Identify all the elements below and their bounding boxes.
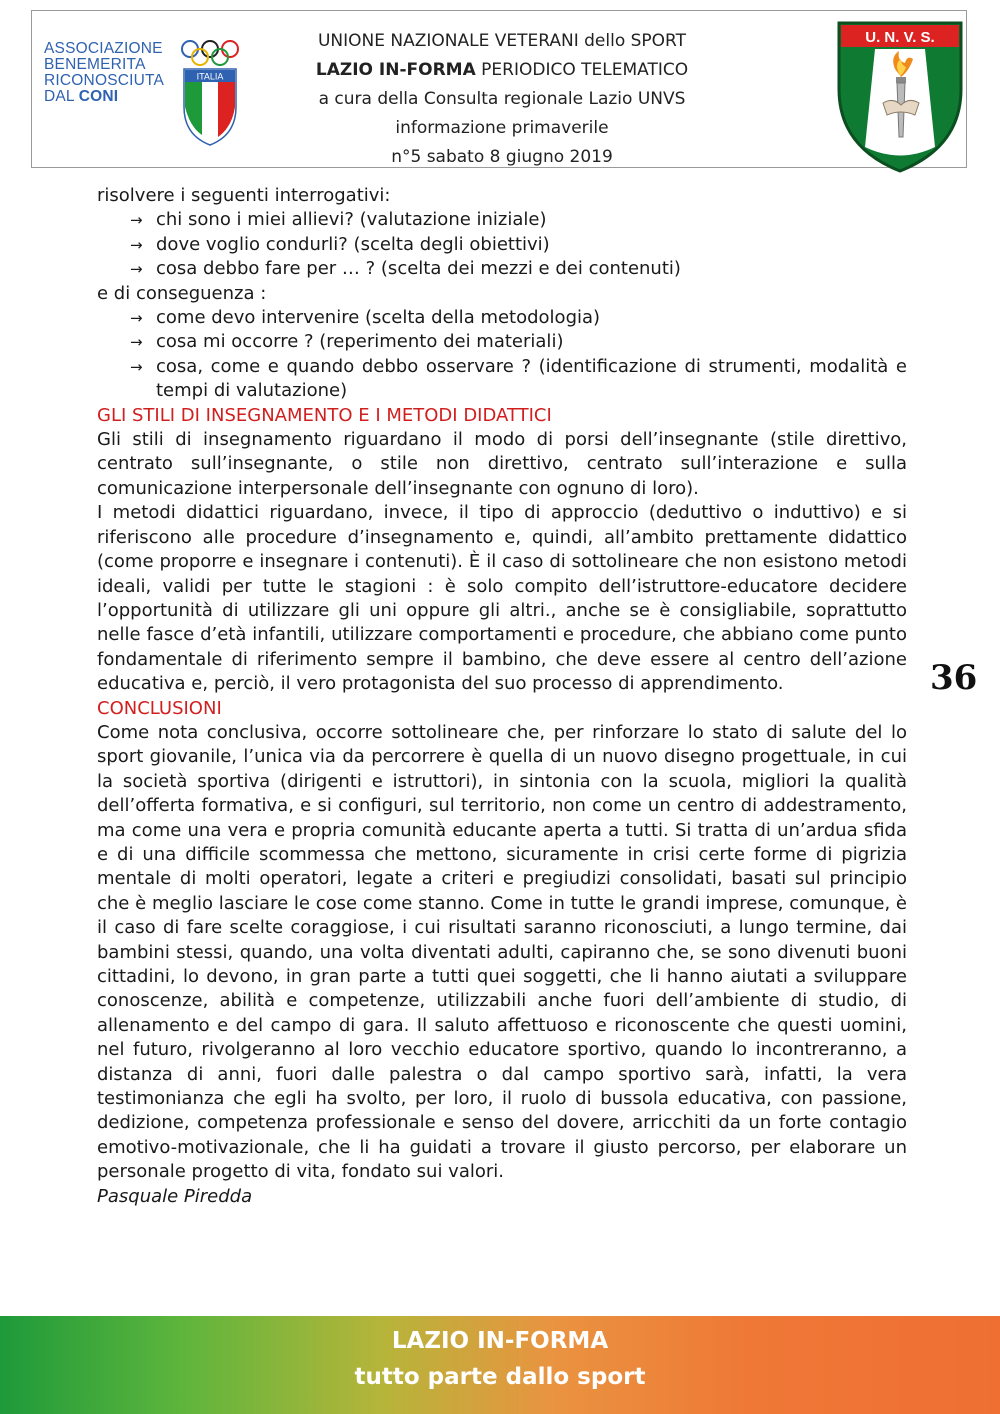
list-item-text: dove voglio condurli? (scelta degli obiettivi) — [156, 233, 550, 255]
list-item — [97, 257, 907, 281]
list-item — [97, 233, 907, 257]
assoc-logo-dal: DAL — [44, 88, 75, 105]
header-line-1: UNIONE NAZIONALE VETERANI dello SPORT — [317, 31, 687, 51]
list-item-text: cosa, come e quando debbo osservare ? (identificazione di strumenti, modalità e tempi di valutazione) — [156, 355, 907, 402]
page-header — [31, 10, 967, 168]
header-issue-date: n°5 sabato 8 giugno 2019 — [391, 147, 613, 167]
paragraph: I metodi didattici riguardano, invece, il tipo di approccio (deduttivo o induttivo) e si riferiscono alle procedure d’insegnamento e, quindi, all’ambito prettamente didattico (come proporre e insegnare i contenuti). È il caso di sottolineare che non esistono metodi ideali, validi per tutte le stagioni : è solo compito dell’istruttore-educatore decidere l’opportunità di utilizzare gli uni oppure gli altri., anche se è consigliabile, soprattutto nelle fasce d’età infantili, utilizzare comportamenti e procedure, che abbiano come punto fondamentale di riferimento sempre il bambino, che deve essere al centro dell’azione educativa e, perciò, il vero protagonista del suo processo di apprendimento. — [97, 502, 907, 695]
header-line-2 — [242, 56, 762, 85]
section-title-conclusions: CONCLUSIONI — [97, 697, 222, 719]
footer-slogan: tutto parte dallo sport — [354, 1364, 646, 1390]
header-publication-type: PERIODICO TELEMATICO — [475, 60, 689, 80]
section-title-teaching-styles: GLI STILI DI INSEGNAMENTO E I METODI DIDATTICI — [97, 404, 552, 426]
arrow-right-icon: → — [130, 260, 143, 279]
page-footer — [0, 1316, 1000, 1414]
list-item — [97, 208, 907, 232]
coni-association-logo — [44, 33, 244, 158]
list-item — [97, 330, 907, 354]
paragraph: Gli stili di insegnamento riguardano il modo di porsi dell’insegnante (stile direttivo, centrato sull’insegnante, o stile non direttivo, centrato sull’interazione e sulla comunicazione interpersonale dell’insegnante con ognuno di loro). — [97, 429, 907, 499]
list-item-text: cosa debbo fare per … ? (scelta dei mezzi e dei contenuti) — [156, 258, 681, 280]
arrow-right-icon: → — [130, 357, 143, 376]
arrow-right-icon: → — [130, 309, 143, 328]
questions-list — [97, 208, 907, 281]
assoc-logo-line-2: BENEMERITA — [44, 56, 146, 73]
arrow-right-icon: → — [130, 211, 143, 230]
list-item — [97, 306, 907, 330]
list-item-text: chi sono i miei allievi? (valutazione iniziale) — [156, 209, 547, 231]
list-item-text: come devo intervenire (scelta della metodologia) — [156, 307, 601, 329]
author-name: Pasquale Piredda — [97, 1185, 253, 1207]
italia-label: ITALIA — [196, 71, 224, 82]
questions-list-2 — [97, 306, 907, 404]
assoc-logo-line-4 — [44, 89, 184, 105]
header-line-4: informazione primaverile — [395, 118, 609, 138]
assoc-logo-line-3: RICONOSCIUTA — [44, 72, 165, 89]
header-publication-name: LAZIO IN-FORMA — [315, 60, 476, 80]
paragraph: Come nota conclusiva, occorre sottolineare che, per rinforzare lo stato di salute del lo sport giovanile, l’unica via da percorrere è quella di un nuovo disegno progettuale, in cui la società sportiva (dirigenti e istruttori), in sintonia con la scuola, migliori la qualità dell’offerta formativa, e si configuri, sul territorio, non come un centro di addestramento, ma come una vera e propria comunità educante aperta a tutti. Si tratta di un’ardua sfida e di una difficile scommessa che mettono, sicuramente in crisi certe forme di pigrizia mentale di molti operatori, legate a criteri e pregiudizi consolidati, basati sul principio che è meglio lasciare le cose come stanno. Come in tutte le grandi imprese, comunque, è il caso di fare scelte coraggiose, i cui risultati saranno riconosciuti, a lungo termine, dai bambini stessi, quando, una volta diventati adulti, capiranno che, se sono divenuti buoni cittadini, lo devono, in gran parte a tutti quei soggetti, che li hanno aiutati a sviluppare conoscenze, abilità e competenze, utilizzabili anche fuori dell’ambiente di studio, di allenamento e del campo di gara. Il saluto affettuoso e riconoscente che questi uomini, nel futuro, rivolgeranno al loro vecchio educatore sportivo, quando lo incontreranno, a distanza di anni, fuori dalle palestra o dal campo sportivo sarà, infatti, la vera testimonianza che egli ha svolto, per loro, il ruolo di bussola educativa, con passione, dedizione, competenza professionale e senso del dovere, arricchiti da un forte contagio emotivo-motivazionale, che li ha guidati a trovare il giusto percorso, per elaborare un personale progetto di vita, fondato sui valori. — [97, 721, 907, 1183]
consequence-text: e di conseguenza : — [97, 282, 267, 304]
header-title-block — [242, 27, 762, 172]
unvs-shield-logo — [835, 19, 965, 175]
italia-shield-icon — [182, 67, 238, 147]
unvs-label: U. N. V. S. — [865, 29, 935, 46]
assoc-logo-text — [44, 41, 184, 105]
footer-title: LAZIO IN-FORMA — [391, 1328, 609, 1354]
arrow-right-icon: → — [130, 235, 143, 254]
list-item-text: cosa mi occorre ? (reperimento dei materiali) — [156, 331, 564, 353]
assoc-logo-line-1: ASSOCIAZIONE — [44, 40, 163, 57]
list-item — [97, 355, 907, 404]
article-body — [97, 184, 907, 1209]
arrow-right-icon: → — [130, 333, 143, 352]
intro-text: risolvere i seguenti interrogativi: — [97, 185, 391, 206]
header-line-3: a cura della Consulta regionale Lazio UNVS — [318, 89, 686, 109]
page-number: 36 — [930, 658, 978, 698]
assoc-logo-coni: CONI — [78, 88, 119, 105]
olympic-rings-icon — [180, 39, 240, 69]
